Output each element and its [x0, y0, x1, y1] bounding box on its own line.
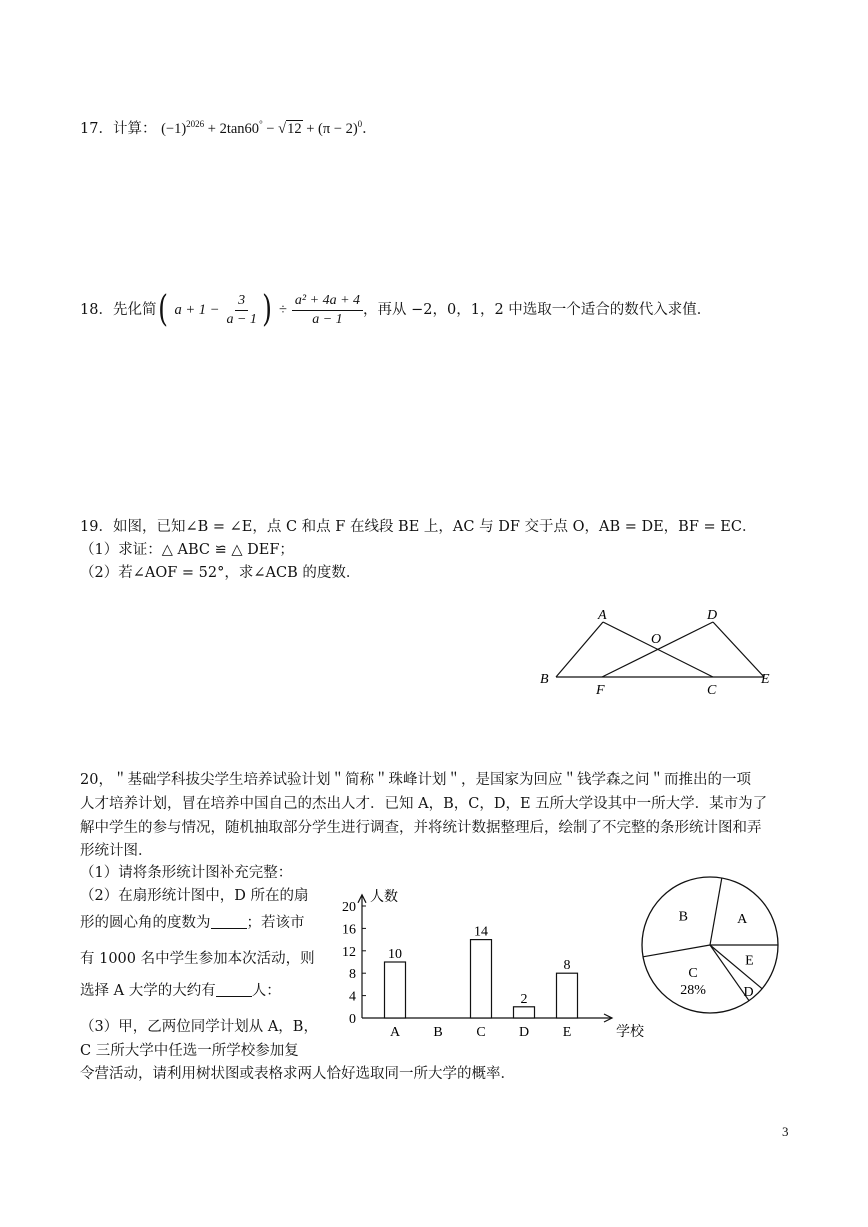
slice-label-A: A — [737, 912, 748, 928]
bar-D — [514, 1007, 535, 1018]
bar-value-label: 2 — [520, 991, 528, 1007]
q18-fraction-2: $\frac{\text{a² + 4a + 4}}{a - 1}$ — [292, 292, 363, 329]
page-number: 3 — [782, 1124, 789, 1139]
question-17 — [80, 119, 377, 139]
label-B: B — [540, 672, 549, 687]
y-tick-label: 0 — [349, 1012, 356, 1027]
y-tick-label: 16 — [342, 922, 356, 938]
y-axis-label: 人数 — [370, 889, 398, 905]
label-F: F — [596, 683, 605, 698]
q20-part1: （1）请将条形统计图补充完整： — [80, 865, 293, 881]
slice-percent-C: 28% — [680, 983, 706, 999]
triangle-figure — [530, 600, 780, 700]
q20-part3a: （3）甲，乙两位同学计划从 A，B， — [80, 1019, 318, 1035]
q17-number: 17． — [80, 121, 113, 137]
q17-expression: $(-1)^{2026} + 2\tan 60^\circ - √12 + (\pi - 2)^0$． — [161, 119, 377, 137]
x-tick-label: B — [433, 1025, 443, 1040]
q20-part3b: C 三所大学中任选一所学校参加复 — [80, 1043, 299, 1059]
y-tick-label: 12 — [342, 944, 356, 960]
bar-value-label: 8 — [563, 958, 571, 974]
q20-line4: 形统计图． — [80, 843, 153, 859]
bar-value-label: 10 — [388, 947, 402, 962]
answer-blank-count[interactable] — [216, 982, 252, 997]
q20-part3c: 令营活动，请利用树状图或表格求两人恰好选取同一所大学的概率． — [80, 1066, 515, 1082]
q20-part2a: （2）在扇形统计图中，D 所在的扇 — [80, 888, 309, 904]
x-tick-label: D — [518, 1025, 530, 1040]
y-tick-label: 8 — [349, 967, 356, 983]
label-O: O — [651, 632, 662, 647]
bar-value-label: 14 — [474, 924, 488, 940]
q19-part1: （1）求证：△ ABC ≌ △ DEF； — [80, 542, 294, 558]
label-A: A — [598, 608, 607, 623]
slice-label-D: D — [743, 984, 754, 1000]
q19-line1: 19．如图，已知∠B = ∠E，点 C 和点 F 在线段 BE 上，AC 与 DF 交于点 O，AB = DE，BF = EC． — [80, 519, 757, 535]
label-C: C — [707, 683, 717, 698]
slice-label-B: B — [678, 909, 688, 925]
q20-part2b: 形的圆心角的度数为 ；若该市 — [80, 915, 305, 931]
q20-line1: 20，＂基础学科拔尖学生培养试验计划＂简称＂珠峰计划＂，是国家为回应＂钱学森之问＂而推出的一项 — [80, 772, 751, 788]
q18-fraction-1: $\frac{3}{a - 1}$ — [226, 292, 257, 327]
q18-lead: 先化简 — [112, 302, 157, 318]
answer-blank-angle[interactable] — [211, 914, 247, 929]
bar-A — [385, 962, 406, 1018]
slice-label-C: C — [688, 966, 698, 982]
pie-chart — [635, 875, 785, 1020]
label-E: E — [761, 672, 770, 687]
x-tick-label: C — [476, 1025, 486, 1040]
label-D: D — [707, 608, 718, 623]
q19-part2: （2）若∠AOF = 52°，求∠ACB 的度数． — [80, 565, 361, 581]
bar-chart — [330, 868, 650, 1043]
q20-line3: 解中学生的参与情况，随机抽取部分学生进行调查，并将统计数据整理后，绘制了不完整的条形统计图和弄 — [80, 820, 762, 836]
q18-number: 18． — [80, 302, 113, 318]
q18-tail: ，再从 −2，0，1，2 中选取一个适合的数代入求值． — [363, 302, 712, 318]
x-tick-label: A — [389, 1025, 401, 1040]
q20-part2c: 有 1000 名中学生参加本次活动，则 — [80, 951, 315, 967]
x-tick-label: E — [562, 1025, 572, 1040]
slice-label-E: E — [745, 953, 754, 969]
question-18: 18． 先化简 ( a + 1 − $\frac{3}{a - 1}$ ) ÷ $\frac{\text{a² + 4a + 4}}{a - 1}$ ，再从 −2，0，1，2 中选取一个适合的数代入求值． — [80, 289, 712, 330]
bar-C — [471, 940, 492, 1018]
y-tick-label: 4 — [349, 989, 356, 1005]
bar-E — [557, 973, 578, 1018]
q20-part2d: 选择 A 大学的大约有 人： — [80, 983, 281, 999]
q20-line2: 人才培养计划，冒在培养中国自己的杰出人才．已知 A，B，C，D，E 五所大学设其中一所大学．某市为了 — [80, 796, 768, 812]
x-axis-label: 学校 — [616, 1025, 644, 1040]
q17-lead: 计算： — [112, 121, 157, 137]
y-tick-label: 20 — [342, 900, 356, 915]
